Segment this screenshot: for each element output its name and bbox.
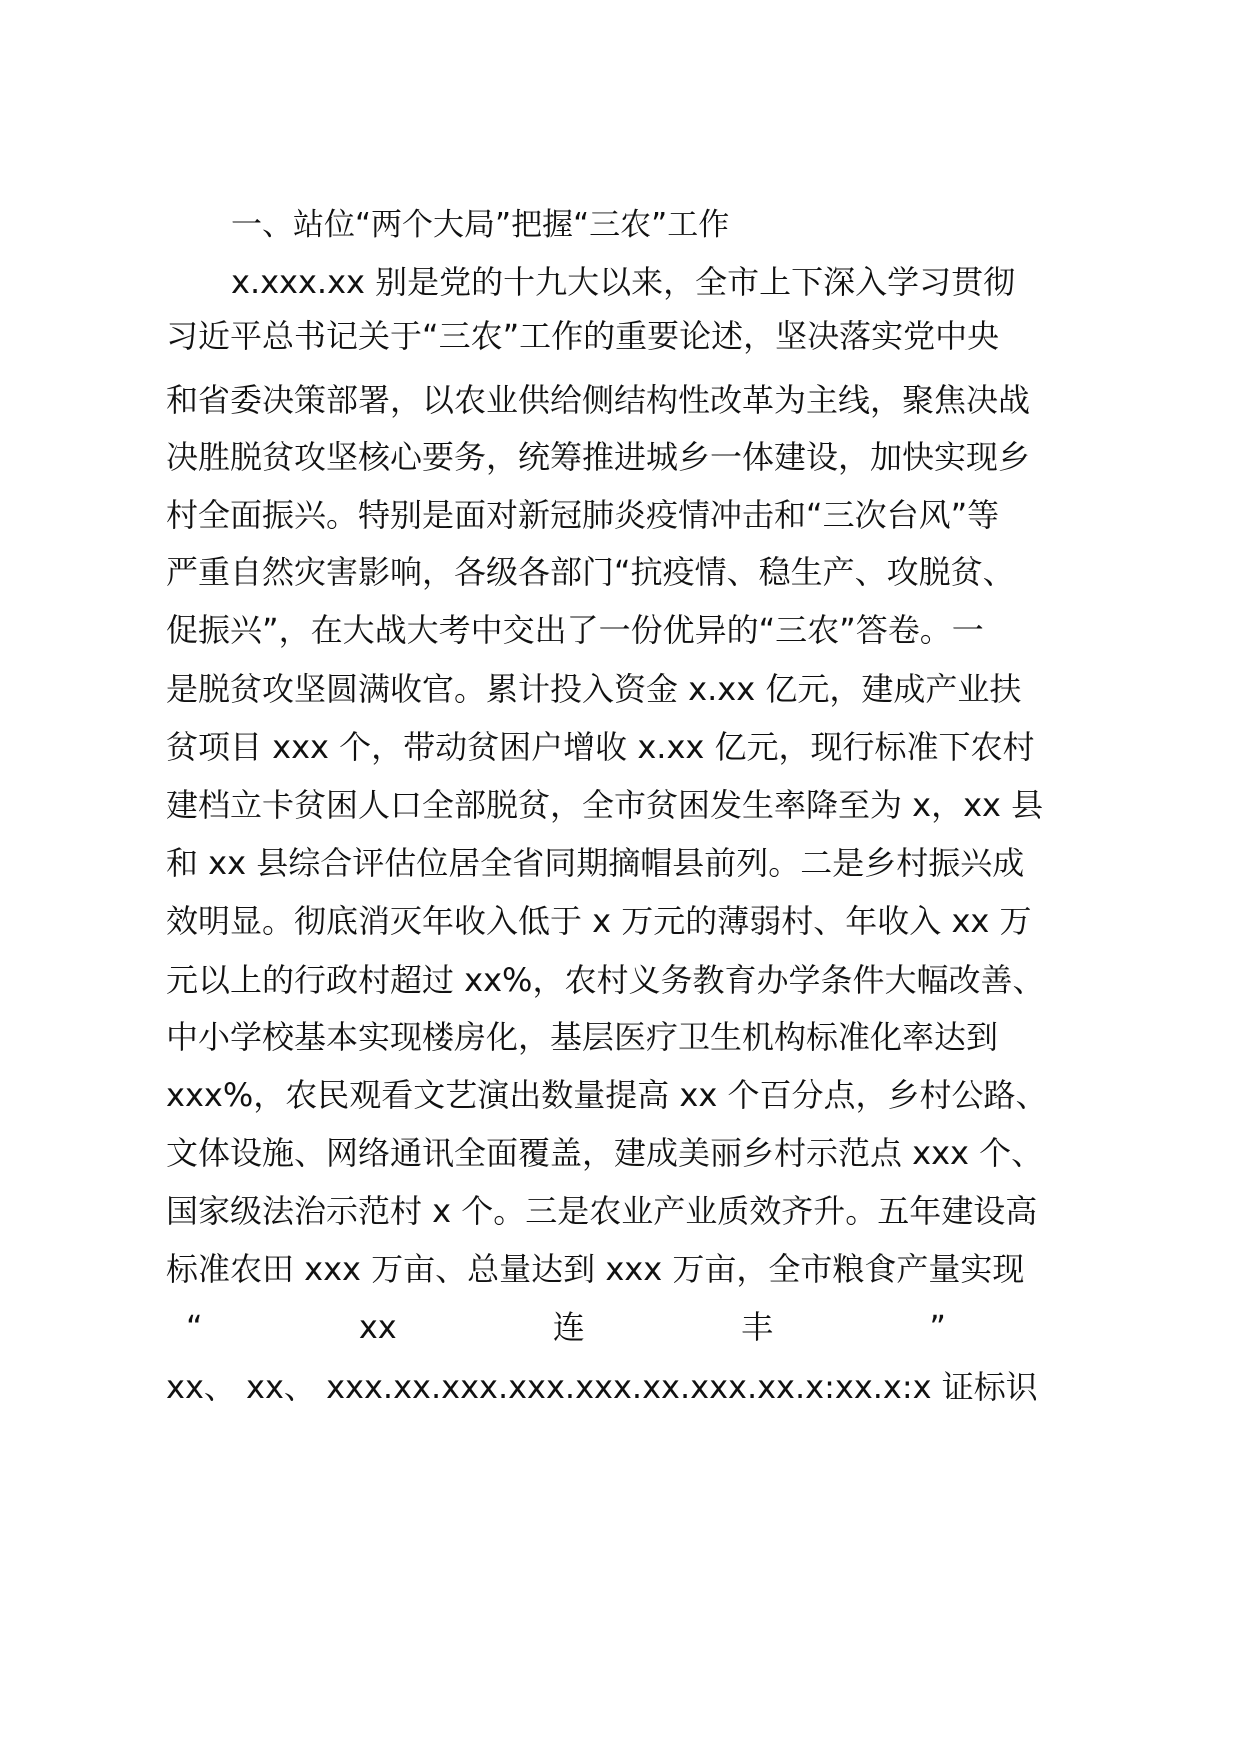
spread-token: ”	[929, 1308, 946, 1346]
paragraph-line: 标准农田 xxx 万亩、总量达到 xxx 万亩，全市粮食产量实现	[166, 1250, 1025, 1288]
paragraph-line: 决胜脱贫攻坚核心要务，统筹推进城乡一体建设，加快实现乡	[166, 438, 1031, 476]
paragraph-line: 建档立卡贫困人口全部脱贫，全市贫困发生率降至为 x，xx 县	[166, 786, 1044, 824]
paragraph-line: 元以上的行政村超过 xx%，农村义务教育办学条件大幅改善、	[166, 961, 1045, 999]
spread-token: 丰	[741, 1308, 774, 1346]
paragraph-line: 中小学校基本实现楼房化，基层医疗卫生机构标准化率达到	[166, 1018, 999, 1056]
spread-token: “	[186, 1308, 203, 1346]
paragraph-line: 和 xx 县综合评估位居全省同期摘帽县前列。二是乡村振兴成	[166, 844, 1025, 882]
paragraph-line: x.xxx.xx 别是党的十九大以来，全市上下深入学习贯彻	[231, 263, 1016, 301]
paragraph-line: xxx%，农民观看文艺演出数量提高 xx 个百分点，乡村公路、	[166, 1076, 1048, 1114]
spread-token: 连	[552, 1308, 585, 1346]
spread-token: xx	[358, 1308, 397, 1346]
paragraph-line: 和省委决策部署，以农业供给侧结构性改革为主线，聚焦决战	[166, 381, 1031, 419]
paragraph-line: 村全面振兴。特别是面对新冠肺炎疫情冲击和“三次台风”等	[166, 496, 1000, 534]
paragraph-line: 文体设施、网络通讯全面覆盖，建成美丽乡村示范点 xxx 个、	[166, 1134, 1044, 1172]
paragraph-line: xx、 xx、 xxx.xx.xxx.xxx.xxx.xx.xxx.xx.x:xx.x:x 证标识	[166, 1368, 1038, 1406]
paragraph-line: 贫项目 xxx 个，带动贫困户增收 x.xx 亿元，现行标准下农村	[166, 728, 1035, 766]
paragraph-line: 促振兴”，在大战大考中交出了一份优异的“三农”答卷。一	[166, 611, 984, 649]
paragraph-line: 习近平总书记关于“三农”工作的重要论述，坚决落实党中央	[166, 317, 1000, 355]
paragraph-line: 效明显。彻底消灭年收入低于 x 万元的薄弱村、年收入 xx 万	[166, 902, 1032, 940]
paragraph-line: 严重自然灾害影响，各级各部门“抗疫情、稳生产、攻脱贫、	[166, 553, 1015, 591]
spread-line	[186, 1302, 946, 1352]
section-heading: 一、站位“两个大局”把握“三农”工作	[231, 207, 730, 243]
paragraph-line: 国家级法治示范村 x 个。三是农业产业质效齐升。五年建设高	[166, 1192, 1038, 1230]
paragraph-line: 是脱贫攻坚圆满收官。累计投入资金 x.xx 亿元，建成产业扶	[166, 670, 1022, 708]
